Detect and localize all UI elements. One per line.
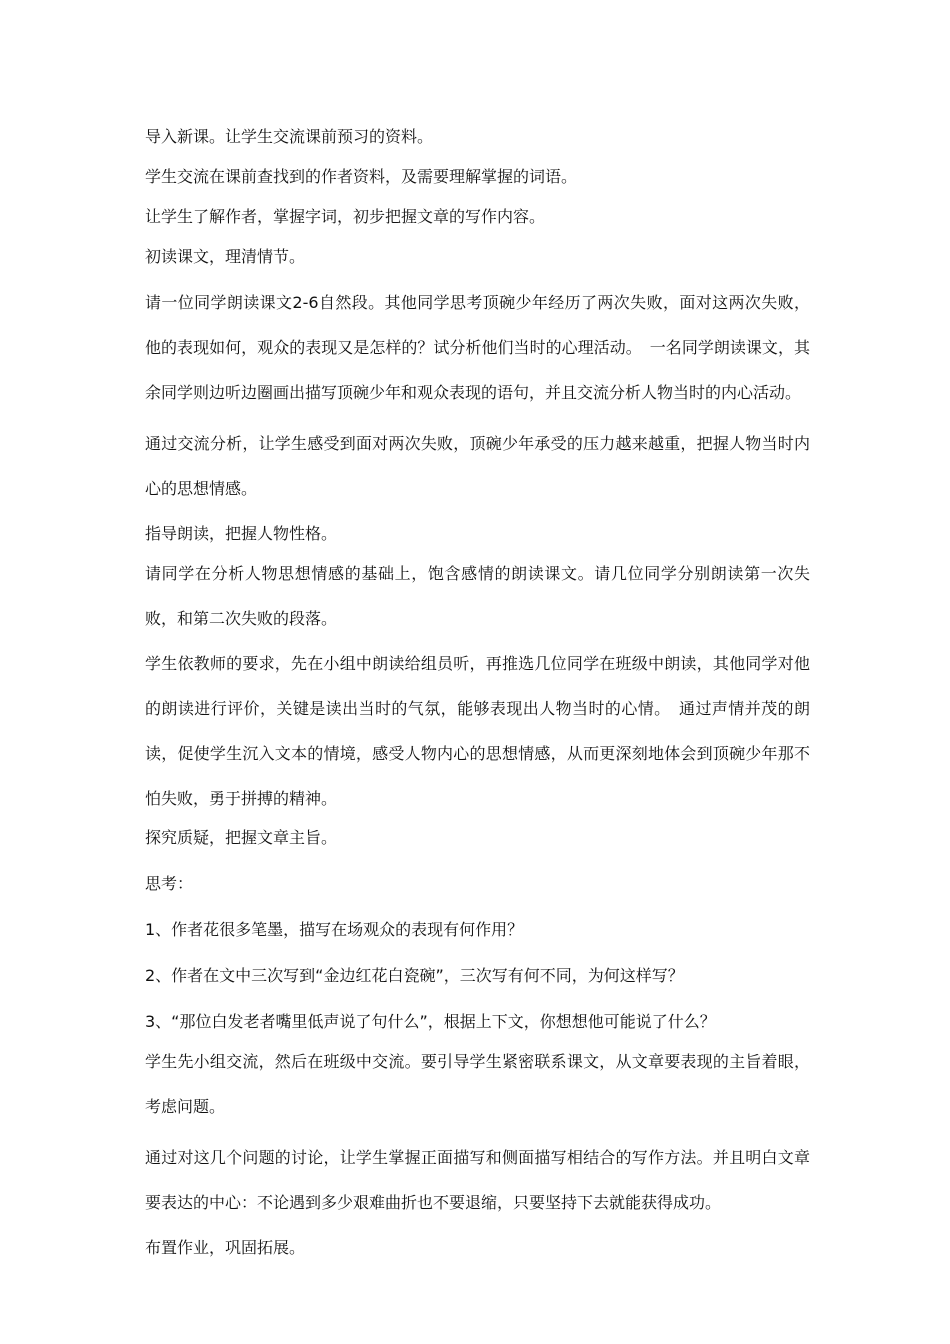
question-1: 1、作者花很多笔墨，描写在场观众的表现有何作用？ — [145, 920, 524, 939]
paragraph-group-exchange: 学生先小组交流，然后在班级中交流。要引导学生紧密联系课文，从文章要表现的主旨着眼，考虑问题。 — [145, 1052, 810, 1116]
paragraph-homework: 布置作业，巩固拓展。 — [145, 1238, 306, 1257]
paragraph-intro-new-lesson: 导入新课。让学生交流课前预习的资料。 — [145, 127, 434, 146]
paragraph-discussion: 通过对这几个问题的讨论，让学生掌握正面描写和侧面描写相结合的写作方法。并且明白文章要表达的中心：不论遇到多少艰难曲折也不要退缩，只要坚持下去就能获得成功。 — [145, 1148, 810, 1212]
paragraph-first-reading: 初读课文，理清情节。 — [145, 247, 306, 266]
paragraph-emotional-reading: 请同学在分析人物思想情感的基础上，饱含感情的朗读课文。请几位同学分别朗读第一次失败，和第二次失败的段落。 — [145, 564, 810, 628]
question-3: 3、“那位白发老者嘴里低声说了句什么”，根据上下文，你想想他可能说了什么？ — [145, 1012, 716, 1031]
paragraph-guided-reading: 指导朗读，把握人物性格。 — [145, 524, 338, 543]
paragraph-reading-task: 请一位同学朗读课文2-6自然段。其他同学思考顶碗少年经历了两次失败，面对这两次失败，他的表现如何，观众的表现又是怎样的？试分析他们当时的心理活动。 一名同学朗读课文，其余同学则边听边圈画出描写顶碗少年和观众表现的语句，并且交流分析人物当时的内心活动。 — [145, 293, 810, 402]
paragraph-exchange-analysis: 通过交流分析，让学生感受到面对两次失败，顶碗少年承受的压力越来越重，把握人物当时内心的思想情感。 — [145, 434, 810, 498]
paragraph-author-exchange: 学生交流在课前查找到的作者资料，及需要理解掌握的词语。 — [145, 167, 578, 186]
paragraph-know-author: 让学生了解作者，掌握字词，初步把握文章的写作内容。 — [145, 207, 546, 226]
paragraph-group-reading: 学生依教师的要求，先在小组中朗读给组员听，再推选几位同学在班级中朗读，其他同学对他的朗读进行评价，关键是读出当时的气氛，能够表现出人物当时的心情。 通过声情并茂的朗读，促使学生沉入文本的情境，感受人物内心的思想情感，从而更深刻地体会到顶碗少年那不怕失败，勇于拼搏的精神。 — [145, 654, 810, 808]
paragraph-think-heading: 思考： — [145, 874, 194, 893]
question-2: 2、作者在文中三次写到“金边红花白瓷碗”，三次写有何不同，为何这样写？ — [145, 966, 684, 985]
document-body — [145, 120, 810, 1265]
paragraph-inquiry: 探究质疑，把握文章主旨。 — [145, 828, 338, 847]
